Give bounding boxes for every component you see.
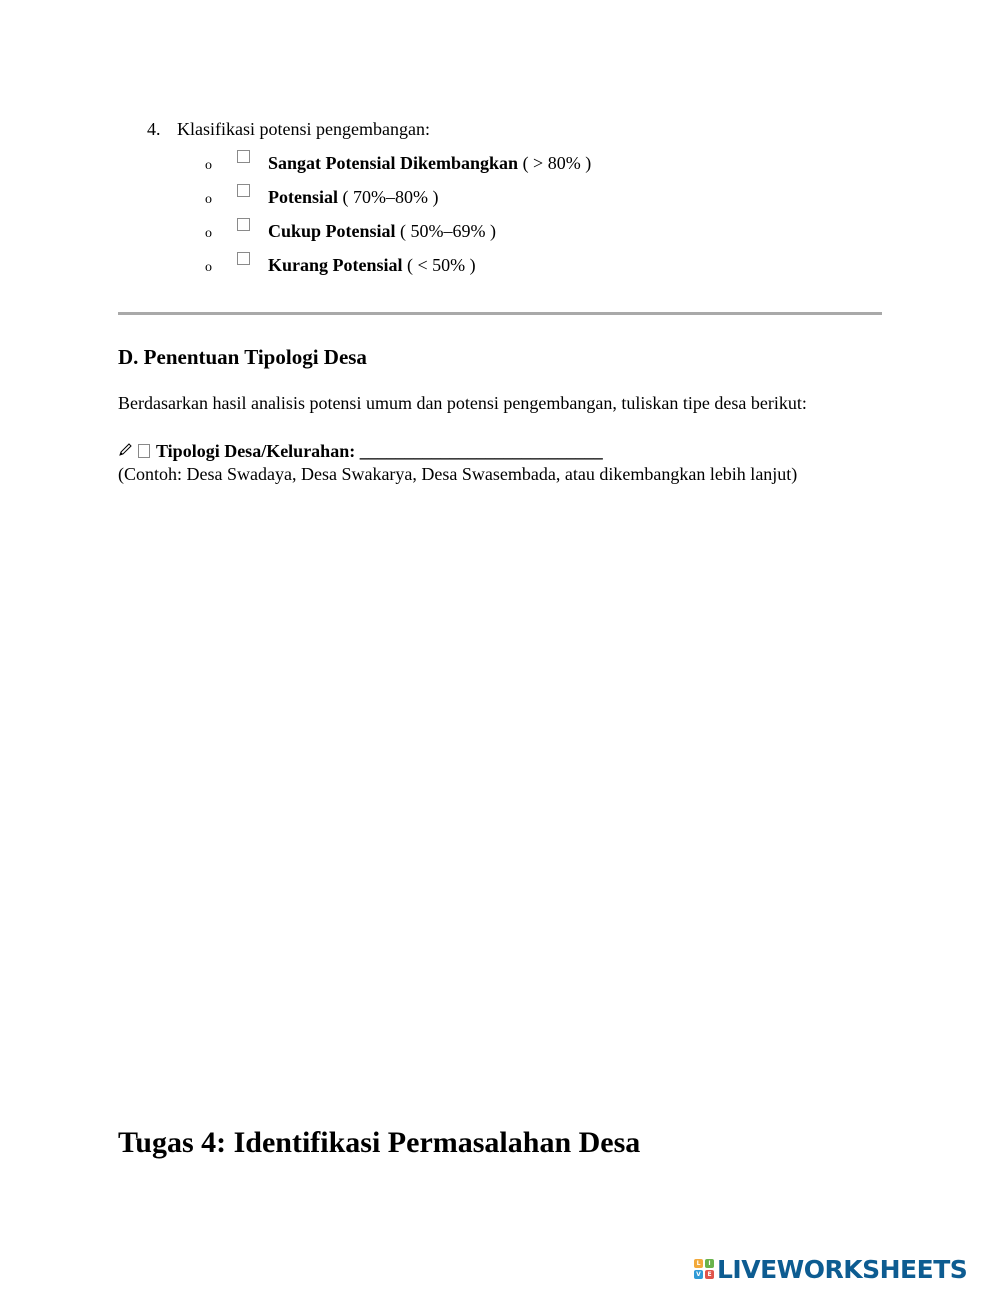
option-sangat-potensial[interactable] [0, 152, 1000, 186]
option-cukup-potensial[interactable] [0, 220, 1000, 254]
option-label: Cukup Potensial ( 50%–69% ) [268, 221, 497, 241]
tipologi-label: Tipologi Desa/Kelurahan: [156, 441, 356, 461]
section-d-instruction: Berdasarkan hasil analisis potensi umum dan potensi pengembangan, tuliskan tipe desa berikut: [118, 393, 807, 413]
question-text: Klasifikasi potensi pengembangan: [177, 119, 430, 139]
horizontal-divider [118, 312, 882, 315]
missing-glyph-icon [138, 444, 150, 458]
tipologi-example: (Contoh: Desa Swadaya, Desa Swakarya, Desa Swasembada, atau dikembangkan lebih lanjut) [118, 464, 798, 484]
question-number: 4. [147, 119, 161, 139]
logo-text: LIVEWORKSHEETS [717, 1254, 968, 1284]
logo-mark-i: I [705, 1259, 714, 1268]
option-potensial[interactable] [0, 186, 1000, 220]
bullet: o [205, 192, 212, 207]
logo-mark-l: L [694, 1259, 703, 1268]
question-4 [147, 118, 430, 140]
section-d-title: D. Penentuan Tipologi Desa [118, 345, 367, 369]
bullet: o [205, 260, 212, 275]
option-label: Kurang Potensial ( < 50% ) [268, 255, 476, 275]
bullet: o [205, 158, 212, 173]
option-kurang-potensial[interactable] [0, 254, 1000, 288]
pencil-icon [118, 440, 136, 462]
option-label: Sangat Potensial Dikembangkan ( > 80% ) [268, 153, 592, 173]
checkbox[interactable] [237, 184, 250, 197]
liveworksheets-logo-mark-icon [694, 1259, 714, 1279]
logo-mark-v: V [694, 1270, 703, 1279]
bullet: o [205, 226, 212, 241]
checkbox[interactable] [237, 252, 250, 265]
tipologi-field [118, 440, 603, 462]
tugas-4-title: Tugas 4: Identifikasi Permasalahan Desa [118, 1126, 641, 1159]
logo-mark-e: E [705, 1270, 714, 1279]
tipologi-answer-blank[interactable]: ___________________________ [359, 441, 603, 461]
liveworksheets-logo [694, 1254, 967, 1284]
checkbox[interactable] [237, 218, 250, 231]
checkbox[interactable] [237, 150, 250, 163]
option-label: Potensial ( 70%–80% ) [268, 187, 439, 207]
